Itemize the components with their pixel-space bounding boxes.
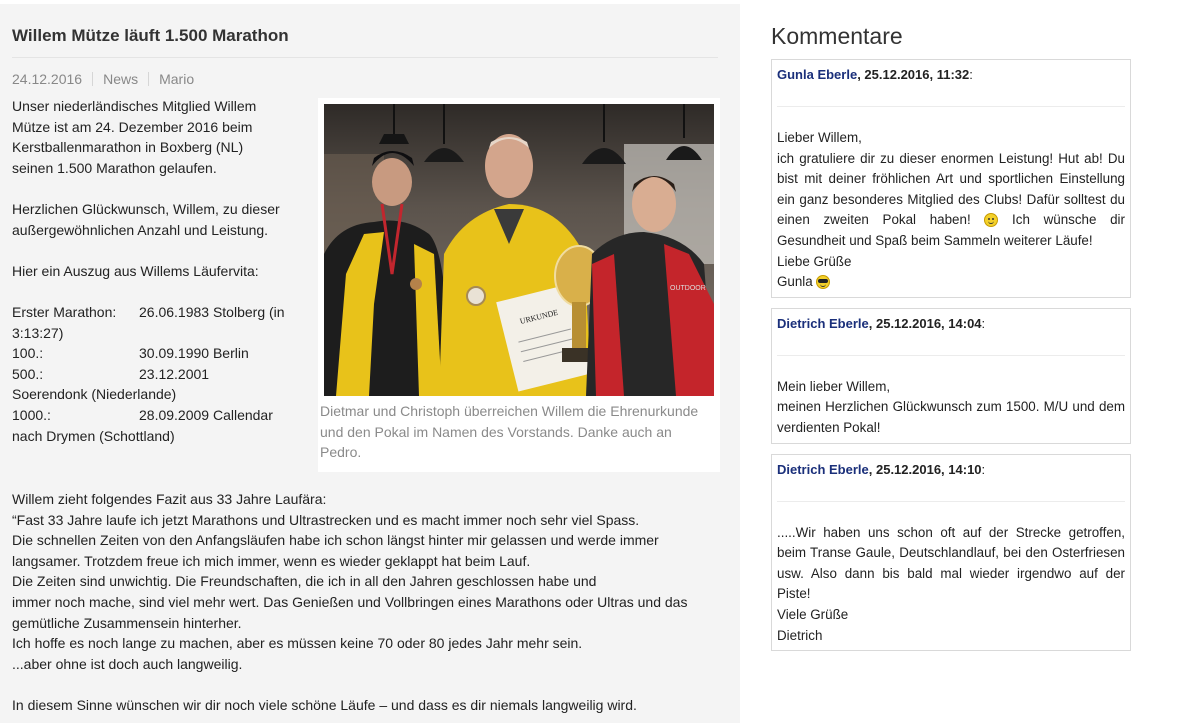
jacket-brand: OUTDOOR <box>670 285 706 292</box>
vita-row-continuation: Soerendonk (Niederlande) <box>12 386 177 403</box>
comment-datetime: , 25.12.2016, 11:32 <box>857 67 970 82</box>
comment-divider <box>777 355 1125 356</box>
article-conclusion <box>12 489 724 716</box>
vita-intro: Hier ein Auszug aus Willems Läufervita: <box>12 262 259 279</box>
article-intro <box>12 96 307 446</box>
comment-author-link[interactable]: Dietrich Eberle <box>777 461 869 477</box>
article-figure <box>318 98 720 472</box>
comment-line: meinen Herzlichen Glückwunsch zum 1500. M/U und dem verdienten Pokal! <box>777 399 1125 435</box>
conclusion-line: Die Zeiten sind unwichtig. Die Freundschaften, die ich in all den Jahren geschlossen habe und <box>12 573 597 590</box>
comment-line: Dietrich <box>777 627 823 643</box>
cool-emoji-icon <box>816 275 830 289</box>
conclusion-line: immer noch mache, sind viel mehr wert. Das Genießen und Vollbringen eines Marathons oder Ultras und das <box>12 593 688 610</box>
comment-line: Mein lieber Willem, <box>777 378 891 394</box>
award-photo-illustration <box>324 104 714 396</box>
conclusion-line: ...aber ohne ist doch auch langweilig. <box>12 655 243 672</box>
comment-line: ich gratuliere dir zu dieser enormen Leistung! Hut ab! Du bist mit deiner fröhlichen Art und sportlichen Einstellung ein ganz besonderes Mitglied des Clubs! Dafür solltest du einen zweiten Pokal haben! Ich wünsche dir Gesundheit und Spaß beim Sammeln weiterer Läufe! <box>777 150 1125 248</box>
comment-body <box>777 377 1125 439</box>
intro-line: Mütze ist am 24. Dezember 2016 beim <box>12 118 253 135</box>
comment-body <box>777 523 1125 647</box>
article-author-link[interactable]: Mario <box>159 71 195 87</box>
congrats-line: außergewöhnlichen Anzahl und Leistung. <box>12 221 269 238</box>
comment-line: Viele Grüße <box>777 606 849 622</box>
comment-body <box>777 128 1125 293</box>
comment-datetime: , 25.12.2016, 14:10 <box>868 461 982 477</box>
vita-row-continuation: nach Drymen (Schottland) <box>12 427 175 444</box>
closing-line: In diesem Sinne wünschen wir dir noch viele schöne Läufe – und dass es dir niemals langweilig wird. <box>12 696 637 713</box>
conclusion-line: Die schnellen Zeiten von den Anfangsläufen habe ich schon längst hinter mir gelassen und werde immer <box>12 532 659 549</box>
vita-row: 500.: 23.12.2001 <box>12 365 210 382</box>
comments-heading: Kommentare <box>771 23 903 49</box>
comment-author-link[interactable]: Gunla Eberle <box>777 67 858 82</box>
comment-header: Gunla Eberle, 25.12.2016, 11:32: <box>777 67 973 82</box>
comment-line: .....Wir haben uns schon oft auf der Strecke getroffen, beim Transe Gaule, Deutschlandlauf, bei den Osterfriesen usw. Also dann bis bald mal wieder irgendwo auf der Piste! <box>777 524 1125 602</box>
intro-line: seinen 1.500 Marathon gelaufen. <box>12 159 217 176</box>
comment-author-link[interactable]: Dietrich Eberle <box>777 315 869 331</box>
comments-sidebar <box>771 20 1131 661</box>
conclusion-line: langsamer. Trotzdem freue ich mich immer, wenn es wieder geklappt hat beim Lauf. <box>12 552 531 569</box>
article-category-link[interactable]: News <box>103 71 139 87</box>
comment <box>771 454 1131 652</box>
meta-separator <box>148 72 149 86</box>
comment <box>771 59 1131 298</box>
vita-row: 1000.: 28.09.2009 Callendar <box>12 406 273 423</box>
meta-separator <box>92 72 93 86</box>
comment-divider <box>777 501 1125 502</box>
conclusion-line: gemütliche Zusammensein hinterher. <box>12 614 242 631</box>
award-photo[interactable] <box>324 104 714 396</box>
conclusion-line: Ich hoffe es noch lange zu machen, aber es müssen keine 70 oder 80 jedes Jahr mehr sein. <box>12 635 583 652</box>
photo-caption: Dietmar und Christoph überreichen Willem die Ehrenurkunde und den Pokal im Namen des Vorstands. Danke auch an Pedro. <box>320 403 699 461</box>
congrats-line: Herzlichen Glückwunsch, Willem, zu dieser <box>12 200 280 217</box>
comment-header: Dietrich Eberle, 25.12.2016, 14:10: <box>777 461 986 477</box>
intro-line: Kerstballenmarathon in Boxberg (NL) <box>12 139 244 156</box>
conclusion-line: “Fast 33 Jahre laufe ich jetzt Marathons und Ultrastrecken und es macht immer noch sehr viel Spass. <box>12 511 640 528</box>
comment-line: Liebe Grüße <box>777 253 852 269</box>
comment-header: Dietrich Eberle, 25.12.2016, 14:04: <box>777 315 986 331</box>
vita-row-continuation: 3:13:27) <box>12 324 64 341</box>
article-meta <box>12 69 728 89</box>
vita-row: Erster Marathon: 26.06.1983 Stolberg (in <box>12 303 285 320</box>
comment-divider <box>777 106 1125 107</box>
comment <box>771 308 1131 444</box>
article-date: 24.12.2016 <box>12 71 83 87</box>
comment-line: Gunla <box>777 272 1125 293</box>
smile-emoji-icon <box>984 213 998 227</box>
certificate-title: URKUNDE <box>518 307 560 326</box>
comment-line: Lieber Willem, <box>777 130 862 145</box>
conclusion-line: Willem zieht folgendes Fazit aus 33 Jahre Laufära: <box>12 491 327 507</box>
article-title: Willem Mütze läuft 1.500 Marathon <box>12 4 718 58</box>
vita-row: 100.: 30.09.1990 Berlin <box>12 345 249 362</box>
comment-datetime: , 25.12.2016, 14:04 <box>868 315 982 331</box>
intro-line: Unser niederländisches Mitglied Willem <box>12 98 257 114</box>
